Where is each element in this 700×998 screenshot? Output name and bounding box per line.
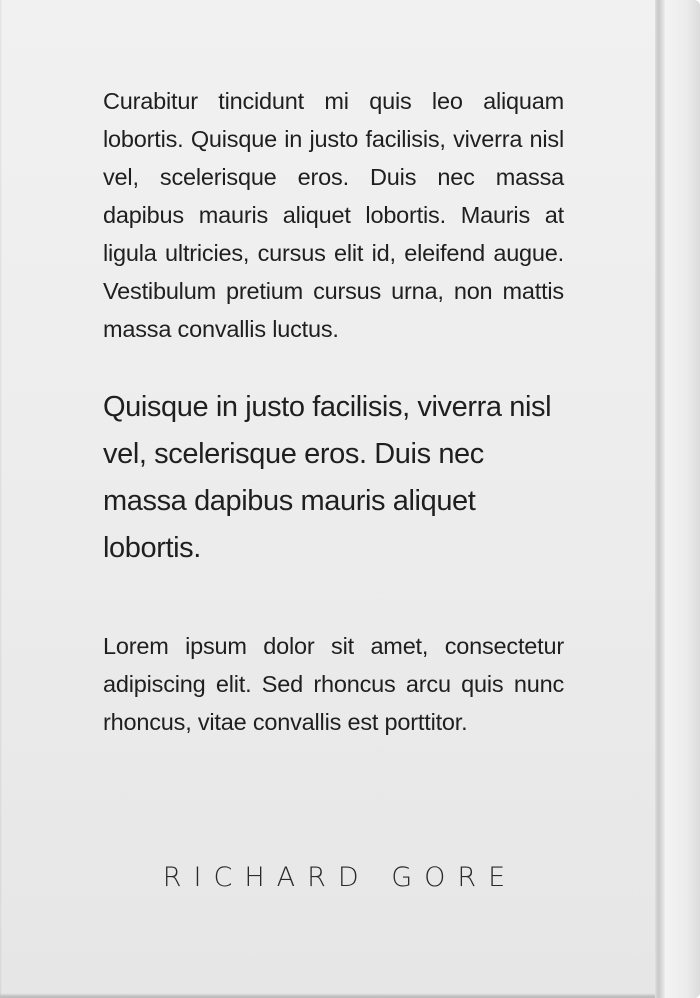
author-name: RICHARD GORE	[162, 862, 518, 893]
pull-quote: Quisque in justo facilisis, viverra nisl vel, scelerisque eros. Duis nec massa dapibus mauris aliquet lobortis.	[103, 391, 552, 564]
cover-text-block	[103, 82, 564, 741]
intro-paragraph: Curabitur tincidunt mi quis leo aliquam lobortis. Quisque in justo facilisis, viverra nisl vel, scelerisque eros. Duis nec massa dapibus mauris aliquet lobortis. Mauris at ligula ultricies, cursus elit id, eleifend augue. Vestibulum pretium cursus urna, non mattis massa convallis luctus.	[103, 88, 564, 342]
cover-hinge	[655, 0, 665, 998]
spine-edge	[665, 0, 700, 998]
closing-paragraph: Lorem ipsum dolor sit amet, consectetur adipiscing elit. Sed rhoncus arcu quis nunc rhoncus, vitae convallis est porttitor.	[103, 633, 564, 735]
